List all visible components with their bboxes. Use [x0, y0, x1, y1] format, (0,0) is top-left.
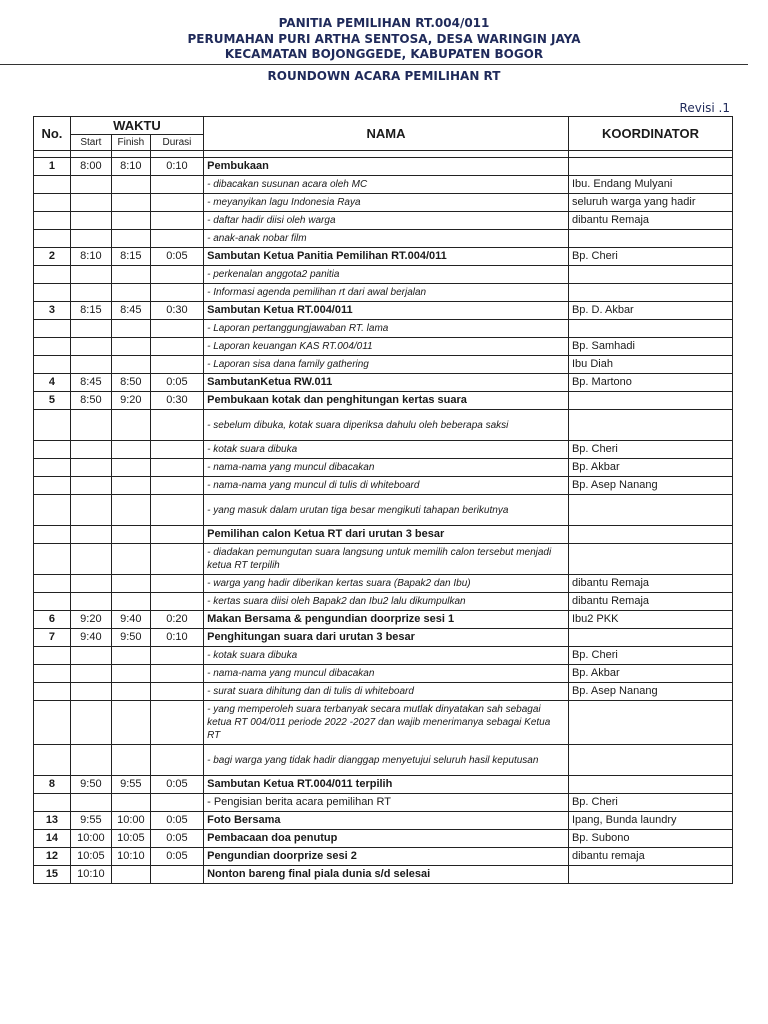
row-koordinator	[568, 392, 732, 410]
row-nama: Pengundian doorprize sesi 2	[204, 848, 569, 866]
row-start: 9:55	[70, 812, 111, 830]
row-no	[34, 212, 71, 230]
table-row	[34, 611, 733, 629]
row-no	[34, 356, 71, 374]
row-no: 13	[34, 812, 71, 830]
row-no	[34, 647, 71, 665]
row-nama: - yang memperoleh suara terbanyak secara mutlak dinyatakan sah sebagai ketua RT 004/011 periode 2022 -2027 dan wajib menerimanya sebagai Ketua RT	[204, 701, 569, 745]
row-durasi: 0:20	[150, 611, 203, 629]
row-durasi: 0:05	[150, 776, 203, 794]
row-finish	[111, 410, 150, 441]
row-start: 8:15	[70, 302, 111, 320]
row-start	[70, 441, 111, 459]
row-start	[70, 495, 111, 526]
table-row	[34, 812, 733, 830]
row-finish: 10:05	[111, 830, 150, 848]
row-nama: Pembukaan	[204, 158, 569, 176]
table-row	[34, 794, 733, 812]
row-start	[70, 356, 111, 374]
col-header-nama: NAMA	[204, 117, 569, 151]
row-no	[34, 593, 71, 611]
row-nama: Penghitungan suara dari urutan 3 besar	[204, 629, 569, 647]
row-start	[70, 410, 111, 441]
table-row	[34, 575, 733, 593]
row-koordinator	[568, 158, 732, 176]
row-start	[70, 459, 111, 477]
row-start: 9:40	[70, 629, 111, 647]
row-finish	[111, 866, 150, 884]
row-start	[70, 593, 111, 611]
row-finish	[111, 230, 150, 248]
row-durasi	[150, 794, 203, 812]
row-no	[34, 745, 71, 776]
row-no: 4	[34, 374, 71, 392]
row-koordinator: Bp. Cheri	[568, 794, 732, 812]
row-koordinator	[568, 526, 732, 544]
table-row	[34, 356, 733, 374]
row-koordinator: Bp. Cheri	[568, 647, 732, 665]
row-koordinator: Bp. Akbar	[568, 665, 732, 683]
row-durasi: 0:05	[150, 248, 203, 266]
row-start	[70, 701, 111, 745]
row-start: 9:50	[70, 776, 111, 794]
row-start	[70, 745, 111, 776]
table-row	[34, 338, 733, 356]
row-nama: Pembukaan kotak dan penghitungan kertas suara	[204, 392, 569, 410]
header-line-3: KECAMATAN BOJONGGEDE, KABUPATEN BOGOR	[224, 47, 544, 61]
row-koordinator: dibantu Remaja	[568, 593, 732, 611]
row-no	[34, 544, 71, 575]
col-header-koordinator: KOORDINATOR	[568, 117, 732, 151]
row-finish	[111, 593, 150, 611]
row-durasi	[150, 544, 203, 575]
row-durasi: 0:05	[150, 812, 203, 830]
row-durasi: 0:05	[150, 848, 203, 866]
header-divider	[0, 64, 748, 65]
row-nama: - daftar hadir diisi oleh warga	[204, 212, 569, 230]
row-no	[34, 701, 71, 745]
row-durasi: 0:10	[150, 629, 203, 647]
table-row	[34, 194, 733, 212]
row-nama: - sebelum dibuka, kotak suara diperiksa dahulu oleh beberapa saksi	[204, 410, 569, 441]
header-line-2: PERUMAHAN PURI ARTHA SENTOSA, DESA WARINGIN JAYA	[187, 32, 581, 46]
row-finish: 9:50	[111, 629, 150, 647]
row-no	[34, 338, 71, 356]
row-finish	[111, 683, 150, 701]
row-durasi	[150, 665, 203, 683]
row-koordinator	[568, 544, 732, 575]
table-row	[34, 320, 733, 338]
row-nama: - warga yang hadir diberikan kertas suara (Bapak2 dan Ibu)	[204, 575, 569, 593]
row-no	[34, 477, 71, 495]
row-nama: Pembacaan doa penutup	[204, 830, 569, 848]
row-no	[34, 441, 71, 459]
row-finish: 9:40	[111, 611, 150, 629]
row-no: 14	[34, 830, 71, 848]
row-no: 6	[34, 611, 71, 629]
row-nama: Sambutan Ketua RT.004/011	[204, 302, 569, 320]
row-finish: 10:00	[111, 812, 150, 830]
row-start: 10:05	[70, 848, 111, 866]
row-finish	[111, 320, 150, 338]
row-nama: - yang masuk dalam urutan tiga besar mengikuti tahapan berikutnya	[204, 495, 569, 526]
row-no	[34, 495, 71, 526]
row-start	[70, 230, 111, 248]
row-no	[34, 194, 71, 212]
table-row	[34, 176, 733, 194]
row-no	[34, 665, 71, 683]
row-durasi	[150, 745, 203, 776]
row-finish	[111, 459, 150, 477]
col-header-durasi: Durasi	[150, 135, 203, 151]
table-row	[34, 410, 733, 441]
table-row	[34, 302, 733, 320]
row-no: 1	[34, 158, 71, 176]
header-line-1: PANITIA PEMILIHAN RT.004/011	[278, 16, 490, 30]
row-finish	[111, 338, 150, 356]
row-koordinator: Ibu. Endang Mulyani	[568, 176, 732, 194]
table-row	[34, 629, 733, 647]
row-start: 10:10	[70, 866, 111, 884]
row-finish	[111, 284, 150, 302]
row-durasi	[150, 526, 203, 544]
row-no: 2	[34, 248, 71, 266]
row-finish	[111, 176, 150, 194]
row-start	[70, 794, 111, 812]
row-koordinator: Ibu Diah	[568, 356, 732, 374]
row-nama: - Laporan keuangan KAS RT.004/011	[204, 338, 569, 356]
table-row	[34, 665, 733, 683]
table-row	[34, 745, 733, 776]
row-koordinator: dibantu remaja	[568, 848, 732, 866]
row-no	[34, 683, 71, 701]
row-no	[34, 176, 71, 194]
table-row	[34, 441, 733, 459]
row-koordinator: Bp. Subono	[568, 830, 732, 848]
row-no	[34, 794, 71, 812]
row-koordinator: Bp. Akbar	[568, 459, 732, 477]
row-finish	[111, 266, 150, 284]
table-row	[34, 866, 733, 884]
row-durasi: 0:30	[150, 302, 203, 320]
row-no	[34, 410, 71, 441]
row-durasi	[150, 495, 203, 526]
row-finish	[111, 495, 150, 526]
row-koordinator	[568, 701, 732, 745]
row-finish: 8:10	[111, 158, 150, 176]
row-durasi	[150, 356, 203, 374]
row-durasi: 0:10	[150, 158, 203, 176]
table-row	[34, 776, 733, 794]
row-start	[70, 575, 111, 593]
table-row	[34, 284, 733, 302]
table-row	[34, 212, 733, 230]
row-durasi	[150, 459, 203, 477]
row-no: 3	[34, 302, 71, 320]
row-durasi	[150, 647, 203, 665]
row-start	[70, 194, 111, 212]
table-row	[34, 526, 733, 544]
row-start	[70, 284, 111, 302]
table-body	[34, 158, 733, 884]
row-finish: 9:55	[111, 776, 150, 794]
row-start	[70, 526, 111, 544]
row-no: 12	[34, 848, 71, 866]
row-nama: Pemilihan calon Ketua RT dari urutan 3 besar	[204, 526, 569, 544]
col-header-waktu: WAKTU	[70, 117, 203, 135]
row-nama: Nonton bareng final piala dunia s/d selesai	[204, 866, 569, 884]
table-row	[34, 392, 733, 410]
table-row	[34, 544, 733, 575]
row-durasi	[150, 683, 203, 701]
row-durasi	[150, 266, 203, 284]
row-nama: Makan Bersama & pengundian doorprize sesi 1	[204, 611, 569, 629]
table-row	[34, 701, 733, 745]
row-start: 8:50	[70, 392, 111, 410]
row-finish	[111, 647, 150, 665]
table-row	[34, 266, 733, 284]
row-finish: 8:50	[111, 374, 150, 392]
row-start	[70, 266, 111, 284]
row-durasi	[150, 701, 203, 745]
row-nama: Foto Bersama	[204, 812, 569, 830]
row-nama: - anak-anak nobar film	[204, 230, 569, 248]
row-durasi	[150, 477, 203, 495]
row-koordinator	[568, 230, 732, 248]
row-durasi: 0:30	[150, 392, 203, 410]
row-nama: - dibacakan susunan acara oleh MC	[204, 176, 569, 194]
row-durasi	[150, 338, 203, 356]
row-finish	[111, 575, 150, 593]
rundown-table	[33, 116, 733, 884]
row-koordinator: Ibu2 PKK	[568, 611, 732, 629]
row-finish	[111, 194, 150, 212]
row-durasi: 0:05	[150, 830, 203, 848]
row-start: 8:10	[70, 248, 111, 266]
revision-label: Revisi .1	[679, 101, 730, 115]
row-koordinator: seluruh warga yang hadir	[568, 194, 732, 212]
table-row	[34, 477, 733, 495]
row-finish	[111, 794, 150, 812]
table-row	[34, 683, 733, 701]
row-finish	[111, 477, 150, 495]
row-start	[70, 477, 111, 495]
row-koordinator	[568, 776, 732, 794]
row-koordinator: Bp. Martono	[568, 374, 732, 392]
row-finish: 8:15	[111, 248, 150, 266]
row-koordinator	[568, 745, 732, 776]
row-durasi	[150, 410, 203, 441]
row-koordinator	[568, 629, 732, 647]
row-nama: - nama-nama yang muncul dibacakan	[204, 459, 569, 477]
row-koordinator: Bp. Asep Nanang	[568, 683, 732, 701]
row-nama: - meyanyikan lagu Indonesia Raya	[204, 194, 569, 212]
table-row	[34, 374, 733, 392]
row-durasi	[150, 284, 203, 302]
row-start	[70, 338, 111, 356]
row-finish	[111, 526, 150, 544]
row-koordinator: Bp. Cheri	[568, 248, 732, 266]
row-no: 8	[34, 776, 71, 794]
table-row	[34, 230, 733, 248]
row-nama: - Laporan pertanggungjawaban RT. lama	[204, 320, 569, 338]
table-row	[34, 593, 733, 611]
table-row	[34, 158, 733, 176]
row-no	[34, 526, 71, 544]
row-start	[70, 683, 111, 701]
col-header-start: Start	[70, 135, 111, 151]
row-durasi: 0:05	[150, 374, 203, 392]
row-koordinator	[568, 320, 732, 338]
row-nama: - perkenalan anggota2 panitia	[204, 266, 569, 284]
row-durasi	[150, 194, 203, 212]
row-durasi	[150, 441, 203, 459]
row-no	[34, 320, 71, 338]
row-finish: 8:45	[111, 302, 150, 320]
row-koordinator	[568, 266, 732, 284]
row-koordinator: Bp. Asep Nanang	[568, 477, 732, 495]
row-finish	[111, 212, 150, 230]
row-no: 5	[34, 392, 71, 410]
row-nama: - kertas suara diisi oleh Bapak2 dan Ibu2 lalu dikumpulkan	[204, 593, 569, 611]
row-start	[70, 544, 111, 575]
row-nama: - diadakan pemungutan suara langsung untuk memilih calon tersebut menjadi ketua RT terpilih	[204, 544, 569, 575]
col-header-finish: Finish	[111, 135, 150, 151]
row-finish	[111, 441, 150, 459]
row-no	[34, 459, 71, 477]
row-durasi	[150, 320, 203, 338]
row-finish	[111, 701, 150, 745]
row-finish	[111, 356, 150, 374]
row-nama: - kotak suara dibuka	[204, 647, 569, 665]
row-finish	[111, 665, 150, 683]
row-start	[70, 665, 111, 683]
row-start	[70, 647, 111, 665]
row-durasi	[150, 230, 203, 248]
row-finish	[111, 745, 150, 776]
row-nama: - Informasi agenda pemilihan rt dari awal berjalan	[204, 284, 569, 302]
row-no	[34, 284, 71, 302]
table-row	[34, 248, 733, 266]
row-nama: - kotak suara dibuka	[204, 441, 569, 459]
table-row	[34, 647, 733, 665]
row-finish	[111, 544, 150, 575]
row-durasi	[150, 593, 203, 611]
row-start	[70, 212, 111, 230]
row-nama: - nama-nama yang muncul di tulis di whiteboard	[204, 477, 569, 495]
table-row	[34, 459, 733, 477]
table-row	[34, 495, 733, 526]
row-nama: - surat suara dihitung dan di tulis di whiteboard	[204, 683, 569, 701]
row-start: 8:45	[70, 374, 111, 392]
document-title: ROUNDOWN ACARA PEMILIHAN RT	[267, 69, 501, 83]
row-durasi	[150, 176, 203, 194]
row-no	[34, 575, 71, 593]
row-nama: - bagi warga yang tidak hadir dianggap menyetujui seluruh hasil keputusan	[204, 745, 569, 776]
row-start	[70, 176, 111, 194]
row-finish: 10:10	[111, 848, 150, 866]
row-start: 8:00	[70, 158, 111, 176]
row-nama: Sambutan Ketua RT.004/011 terpilih	[204, 776, 569, 794]
row-no	[34, 230, 71, 248]
table-row	[34, 848, 733, 866]
row-koordinator: dibantu Remaja	[568, 212, 732, 230]
row-koordinator	[568, 284, 732, 302]
row-koordinator: Ipang, Bunda laundry	[568, 812, 732, 830]
row-koordinator	[568, 495, 732, 526]
row-nama: SambutanKetua RW.011	[204, 374, 569, 392]
row-durasi	[150, 866, 203, 884]
row-no: 15	[34, 866, 71, 884]
table-row	[34, 830, 733, 848]
row-start: 9:20	[70, 611, 111, 629]
row-nama: Sambutan Ketua Panitia Pemilihan RT.004/011	[204, 248, 569, 266]
row-nama: - nama-nama yang muncul dibacakan	[204, 665, 569, 683]
row-no: 7	[34, 629, 71, 647]
row-no	[34, 266, 71, 284]
row-koordinator: dibantu Remaja	[568, 575, 732, 593]
row-koordinator: Bp. Cheri	[568, 441, 732, 459]
row-nama: - Laporan sisa dana family gathering	[204, 356, 569, 374]
row-koordinator: Bp. Samhadi	[568, 338, 732, 356]
row-nama: - Pengisian berita acara pemilihan RT	[204, 794, 569, 812]
row-start: 10:00	[70, 830, 111, 848]
row-start	[70, 320, 111, 338]
row-durasi	[150, 575, 203, 593]
row-koordinator: Bp. D. Akbar	[568, 302, 732, 320]
col-header-no: No.	[34, 117, 71, 151]
row-koordinator	[568, 866, 732, 884]
row-durasi	[150, 212, 203, 230]
row-finish: 9:20	[111, 392, 150, 410]
row-koordinator	[568, 410, 732, 441]
